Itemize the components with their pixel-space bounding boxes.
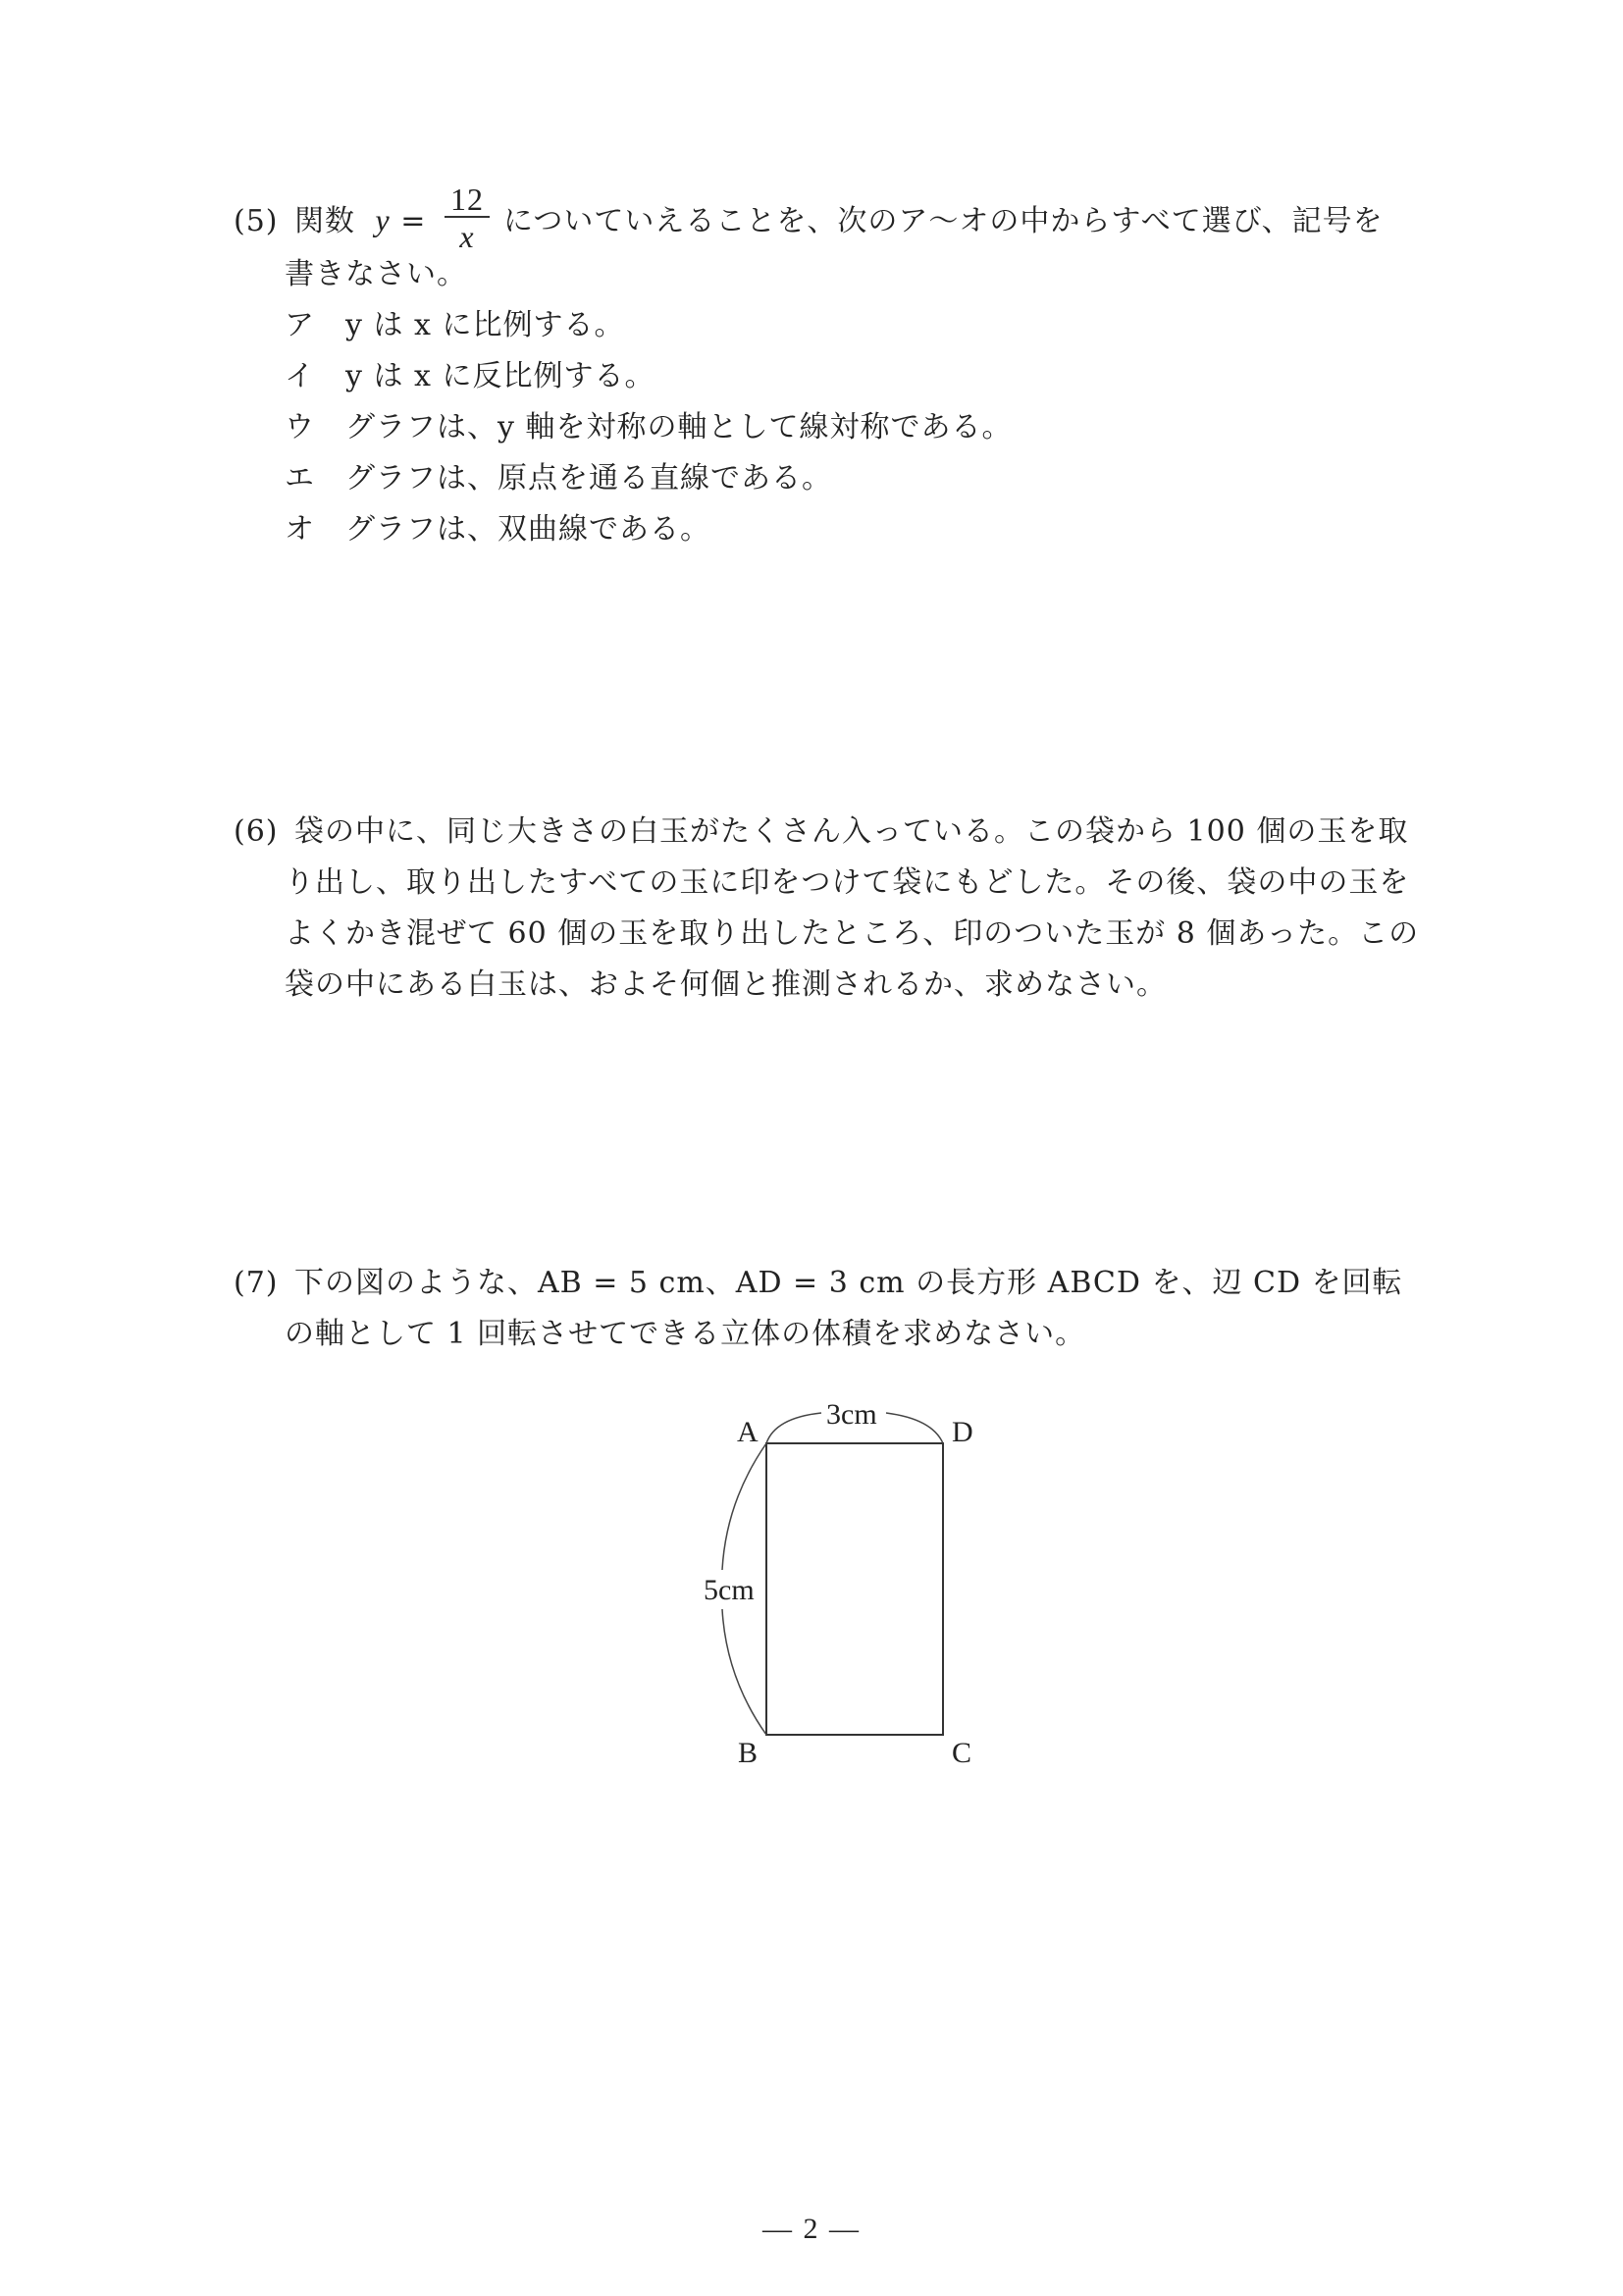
- rectangle-abcd: [766, 1443, 943, 1735]
- q5-option-i-mark: イ: [285, 359, 315, 393]
- q7-line-2: の軸として 1 回転させてできる立体の体積を求めなさい。: [285, 1317, 1086, 1351]
- q5-option-e-text: グラフは、原点を通る直線である。: [345, 461, 832, 496]
- q5-option-a-mark: ア: [285, 308, 315, 342]
- arc-ab-dimension-top: [722, 1443, 766, 1570]
- q5-line-2: 書きなさい。: [285, 257, 467, 291]
- q6-line-4: 袋の中にある白玉は、およそ何個と推測されるか、求めなさい。: [285, 967, 1167, 1002]
- q5-option-u-text: グラフは、y 軸を対称の軸として線対称である。: [345, 410, 1013, 444]
- q5-option-a-text: y は x に比例する。: [345, 308, 625, 342]
- vertex-label-b: B: [738, 1737, 759, 1769]
- q6-line-2: り出し、取り出したすべての玉に印をつけて袋にもどした。その後、袋の中の玉を: [285, 865, 1410, 900]
- vertex-label-c: C: [952, 1737, 972, 1769]
- q5-option-o-text: グラフは、双曲線である。: [345, 512, 710, 547]
- q5-fraction-numerator: 12: [449, 182, 484, 217]
- q5-equals: =: [390, 204, 437, 238]
- page-number: — 2 —: [762, 2213, 861, 2245]
- q5-lead: 関数: [294, 204, 355, 238]
- arc-ad-dimension-right: [886, 1413, 943, 1443]
- dimension-label-ad: 3cm: [826, 1398, 877, 1431]
- q5-line-1-rest: についていえることを、次のア～オの中からすべて選び、記号を: [502, 204, 1384, 238]
- q6-line-3: よくかき混ぜて 60 個の玉を取り出したところ、印のついた玉が 8 個あった。この: [285, 916, 1420, 951]
- q5-number: (5): [234, 204, 279, 238]
- vertex-label-a: A: [737, 1416, 759, 1448]
- arc-ab-dimension-bottom: [722, 1609, 766, 1735]
- dimension-label-ab: 5cm: [704, 1574, 755, 1606]
- q7-number: (7): [234, 1266, 279, 1300]
- q5-fraction-denominator: x: [459, 219, 475, 254]
- arc-ad-dimension: [766, 1413, 821, 1443]
- q6-text-1: 袋の中に、同じ大きさの白玉がたくさん入っている。この袋から 100 個の玉を取: [294, 814, 1409, 849]
- q5-option-i-text: y は x に反比例する。: [345, 359, 655, 393]
- q5-option-e-mark: エ: [285, 461, 315, 496]
- q5-option-o-mark: オ: [285, 512, 315, 547]
- q5-y-variable: y: [375, 202, 391, 237]
- q6-number: (6): [234, 814, 279, 849]
- vertex-label-d: D: [952, 1416, 973, 1448]
- q5-option-u-mark: ウ: [285, 410, 315, 444]
- q7-text-1: 下の図のような、AB = 5 cm、AD = 3 cm の長方形 ABCD を、辺 CD を回転: [294, 1266, 1403, 1300]
